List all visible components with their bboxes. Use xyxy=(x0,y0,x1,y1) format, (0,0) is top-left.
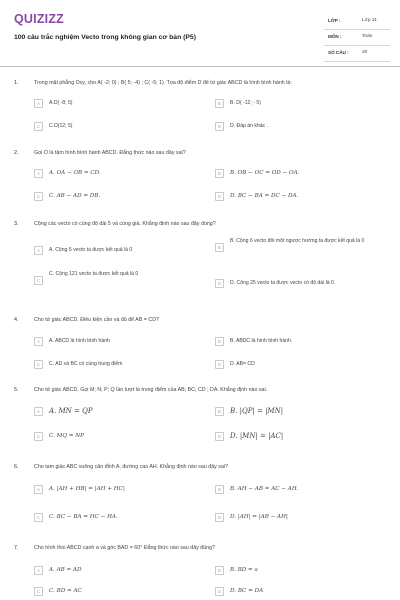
question-text: Cho hình thoi ABCD cạnh a và góc BAD = 60° Đẳng thức nào sau đây đúng? xyxy=(34,545,216,551)
option-letter-box: A xyxy=(34,566,43,575)
question-number: 5. xyxy=(14,387,19,393)
option-letter-box: D xyxy=(215,360,224,369)
question-text: Trong mặt phẳng Oxy, cho A( -2; 0) ; B( 5; -4) ; C( -5; 1). Tọa độ điểm D để tứ giác ABCD là hình bình hành là: xyxy=(34,80,292,86)
question-number: 2. xyxy=(14,150,19,156)
page-header xyxy=(0,0,400,66)
meta-value: Lớp 11 xyxy=(362,18,377,23)
header-divider xyxy=(0,66,400,67)
option-c[interactable] xyxy=(34,587,82,596)
option-d[interactable] xyxy=(215,432,283,441)
option-letter-box: D xyxy=(215,279,224,288)
question-number: 4. xyxy=(14,317,19,323)
option-text: D. AB= CD xyxy=(230,361,255,368)
option-b[interactable] xyxy=(215,407,283,416)
option-text: B. Cộng 6 vecto đôi một ngược hướng ta được kết quả là 0 xyxy=(230,238,365,244)
option-d[interactable] xyxy=(215,513,288,522)
option-letter-box: D xyxy=(215,432,224,441)
meta-row-count xyxy=(324,46,390,62)
option-d[interactable] xyxy=(215,122,268,131)
option-text: D. Cộng 25 vecto ta được vecto có độ dài là 0. xyxy=(230,280,336,287)
option-a[interactable] xyxy=(34,407,93,416)
option-letter-box: D xyxy=(215,192,224,201)
option-text: D. |MN| = |AC| xyxy=(230,432,284,441)
option-text: D. Đáp án khác . xyxy=(230,123,268,130)
meta-label: LỚP : xyxy=(328,18,341,23)
question-number: 3. xyxy=(14,221,19,227)
document-title: 100 câu trắc nghiệm Vecto trong không gian cơ bản (P5) xyxy=(14,34,196,41)
option-text: C. MQ = NP xyxy=(49,433,84,440)
option-text: A. MN = QP xyxy=(49,407,93,416)
option-text: A.D( -8; 5) xyxy=(49,100,73,107)
option-text: C. AB − AD = DB. xyxy=(49,193,101,200)
option-a[interactable] xyxy=(34,169,101,178)
option-text: A. OA − OB = CD. xyxy=(49,170,101,177)
option-letter-box: A xyxy=(34,337,43,346)
meta-row-subject xyxy=(324,30,390,46)
option-letter-box: D xyxy=(215,122,224,131)
option-d[interactable] xyxy=(215,279,335,288)
option-letter-box: A xyxy=(34,99,43,108)
option-letter-box: B xyxy=(215,243,224,252)
option-letter-box: D xyxy=(215,587,224,596)
option-d[interactable] xyxy=(215,360,255,369)
option-letter-box: B xyxy=(215,337,224,346)
option-letter-box: C xyxy=(34,122,43,131)
option-letter-box: C xyxy=(34,513,43,522)
option-letter-box: A xyxy=(34,246,43,255)
option-b[interactable] xyxy=(215,99,261,108)
question-number: 1. xyxy=(14,80,19,86)
option-letter-box: B xyxy=(215,169,224,178)
option-letter-box: C xyxy=(34,276,43,285)
question-text: Cho tam giác ABC vuông cân đỉnh A, đường cao AH. Khẳng định nào sau đây sai? xyxy=(34,464,229,470)
question-text: Cho tứ giác ABCD. Gọi M; N; P; Q lần lượt là trung điểm của AB; BC; CD ; DA. Khẳng định nào sai. xyxy=(34,387,268,393)
option-letter-box: C xyxy=(34,587,43,596)
option-letter-box: C xyxy=(34,192,43,201)
option-a[interactable] xyxy=(34,485,125,494)
option-text: A. Cộng 5 vecto ta được kết quả là 0 xyxy=(49,247,133,254)
option-text: B. AH − AB = AC − AH. xyxy=(230,486,299,493)
option-letter-box: B xyxy=(215,566,224,575)
option-text: D. |AH| = |AB − AH| xyxy=(230,514,288,521)
option-letter-box: C xyxy=(34,360,43,369)
option-b[interactable] xyxy=(215,238,393,252)
quizizz-logo: QUIZIZZ xyxy=(14,12,65,26)
question-text: Cộng các vecto có cùng độ dài 5 và cùng giá. Khẳng định nào sau đây đúng? xyxy=(34,221,216,227)
option-a[interactable] xyxy=(34,337,110,346)
option-d[interactable] xyxy=(215,587,263,596)
option-letter-box: A xyxy=(34,407,43,416)
option-letter-box: B xyxy=(215,407,224,416)
option-a[interactable] xyxy=(34,566,82,575)
option-text: C. AD và BC có cùng trung điểm xyxy=(49,361,123,368)
option-letter-box: B xyxy=(215,99,224,108)
option-letter-box: B xyxy=(215,485,224,494)
option-b[interactable] xyxy=(215,169,299,178)
question-number: 6. xyxy=(14,464,19,470)
option-letter-box: C xyxy=(34,432,43,441)
meta-label: SỐ CÂU : xyxy=(328,50,349,55)
meta-table xyxy=(324,14,390,62)
option-c[interactable] xyxy=(34,513,118,522)
question-text: Cho tứ giác ABCD. Điều kiện cần và đủ để AB = CD? xyxy=(34,317,159,323)
option-b[interactable] xyxy=(215,337,292,346)
meta-value: 20 xyxy=(362,50,368,55)
option-a[interactable] xyxy=(34,99,73,108)
option-letter-box: A xyxy=(34,169,43,178)
option-text: C. BC − BA = HC − HA. xyxy=(49,514,118,521)
option-c[interactable] xyxy=(34,271,138,285)
option-c[interactable] xyxy=(34,192,100,201)
option-text: C.D(12; 5) xyxy=(49,123,73,130)
option-c[interactable] xyxy=(34,360,122,369)
option-b[interactable] xyxy=(215,566,258,575)
option-c[interactable] xyxy=(34,432,84,441)
option-text: B. |QP| = |MN| xyxy=(230,407,284,416)
option-text: D. BC = DA xyxy=(230,588,264,595)
option-text: B. ABDC là hình bình hành. xyxy=(230,338,293,345)
option-letter-box: D xyxy=(215,513,224,522)
option-d[interactable] xyxy=(215,192,298,201)
option-c[interactable] xyxy=(34,122,73,131)
option-text: A. ABCD là hình bình hành xyxy=(49,338,110,345)
option-text: B. D( -12; - 5) xyxy=(230,100,261,107)
meta-value: Toán xyxy=(362,34,373,39)
question-number: 7. xyxy=(14,545,19,551)
option-text: A. AB = AD xyxy=(49,567,82,574)
option-text: B. OB − OC = OD − OA. xyxy=(230,170,300,177)
option-text: D. BC − BA = DC − DA. xyxy=(230,193,299,200)
option-b[interactable] xyxy=(215,485,298,494)
meta-label: MÔN : xyxy=(328,34,342,39)
option-text: C. Cộng 121 vecto ta được kết quả là 0 xyxy=(49,271,139,277)
question-text: Gọi O là tâm hình bình hành ABCD. Đẳng thức nào sau đây sai? xyxy=(34,150,186,156)
meta-row-class xyxy=(324,14,390,30)
option-a[interactable] xyxy=(34,246,132,255)
option-text: A. |AH + HB| = |AH + HC| xyxy=(49,486,125,493)
option-text: B. BD = a xyxy=(230,567,258,574)
option-letter-box: A xyxy=(34,485,43,494)
option-text: C. BD = AC xyxy=(49,588,82,595)
